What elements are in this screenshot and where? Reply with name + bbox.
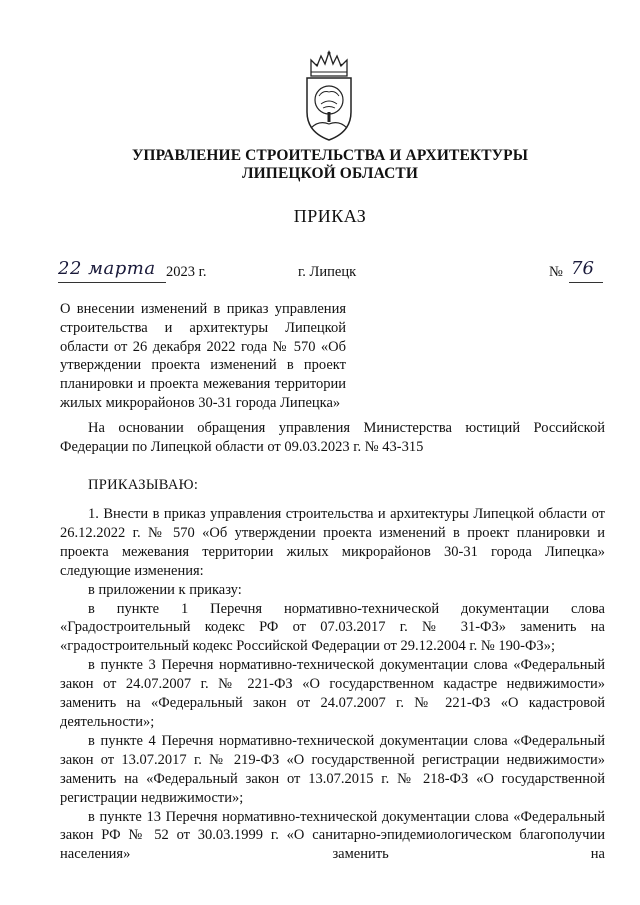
number-sign: № <box>549 264 563 280</box>
date-year: 2023 г. <box>166 264 207 280</box>
order-item: 1. Внести в приказ управления строительства и архитектуры Липецкой области от 26.12.2022 г. № 570 «Об утверждении проекта изменений в проект планировки и проекта межевания территории жилых микрорайонов 30-31 города Липецка» следующие изменения: <box>60 506 605 579</box>
handwritten-number: 76 <box>571 258 594 279</box>
organization-name-line-2: ЛИПЕЦКОЙ ОБЛАСТИ <box>242 165 418 182</box>
order-subject: О внесении изменений в приказ управления строительства и архитектуры Липецкой области от 26 декабря 2022 года № 570 «Об утверждении проекта изменений в проект планировки и проекта межевания территории жилых микрорайонов 30-31 города Липецка» <box>60 301 346 411</box>
handwritten-date: 22 марта <box>58 258 156 279</box>
order-items <box>60 505 605 864</box>
lipetsk-region-coat-of-arms-icon <box>301 50 357 142</box>
order-item: в пункте 1 Перечня нормативно-технической документации слова «Градостроительный кодекс РФ от 07.03.2017 г. № 31-ФЗ» заменить на «градостроительный кодекс Российской Федерации от 29.12.2004 г. № 190-ФЗ»; <box>60 600 605 655</box>
order-item: в пункте 3 Перечня нормативно-технической документации слова «Федеральный закон от 24.07.2007 г. № 221-ФЗ «О государственном кадастре недвижимости» заменить на «Федеральный закон от 24.07.2007 г. № 221-ФЗ «О кадастровой деятельности»; <box>60 657 605 730</box>
order-item: в пункте 13 Перечня нормативно-технической документации слова «Федеральный закон РФ № 52 от 30.03.1999 г. «О санитарно-эпидемиологическом благополучии населения» заменить на <box>60 808 605 863</box>
document-meta-row <box>58 258 603 286</box>
date-underline <box>58 282 166 283</box>
document-number <box>549 258 603 282</box>
order-item: в пункте 4 Перечня нормативно-технической документации слова «Федеральный закон от 13.07.2017 г. № 219-ФЗ «О государственной регистрации недвижимости» заменить на «Федеральный закон от 13.07.2015 г. № 218-ФЗ «О государственной регистрации недвижимости»; <box>60 732 605 806</box>
order-item: в приложении к приказу: <box>88 581 242 598</box>
document-type-title: ПРИКАЗ <box>293 206 367 226</box>
basis-text: На основании обращения управления Министерства юстиций Российской Федерации по Липецкой области от 09.03.2023 г. № 43-315 <box>60 420 605 455</box>
basis-paragraph <box>60 419 605 457</box>
city-name: г. Липецк <box>298 264 357 280</box>
organization-name-line-1: УПРАВЛЕНИЕ СТРОИТЕЛЬСТВА И АРХИТЕКТУРЫ <box>131 147 529 164</box>
order-directive: ПРИКАЗЫВАЮ: <box>88 477 199 493</box>
number-underline <box>569 282 603 283</box>
organization-name <box>60 147 600 183</box>
